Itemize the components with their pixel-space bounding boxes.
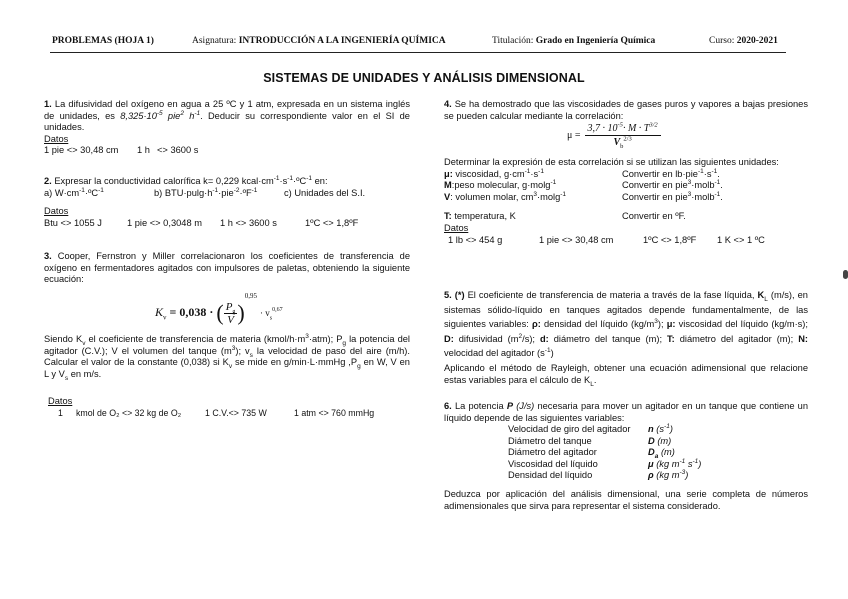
variable-table: Velocidad de giro del agitador n $(s^{-1})$ Diámetro del tanque D (m) Diámetro del agitador $D_a$ (m) Viscosidad del líquido μ (kg $m^{-1}$ $s^{-1}$) Densidad del líquido ρ (kg $m^{-3}$) [508, 422, 702, 481]
problem-4: 4. Se ha demostrado que las viscosidades de gases puros y vapores a bajas presiones se pueden calcular mediante la correlación: [444, 99, 808, 121]
problem-3: 3. Cooper, Fernstron y Miller correlacionaron los coeficientes de transferencia de oxígeno en fermentadores agitados con impulsores de paletas, obteniendo la siguiente ecuación: [44, 251, 410, 285]
formula-viscosity: μ = $3,7 \cdot 10^{-5}\cdot M \cdot T^{3/2}$ $V_b^{2/3}$ [567, 122, 661, 149]
problem-6-tail: Deduzca por aplicación del análisis dimensional, una serie completa de números adimensionales que sirva para representar el sistema considerado. [444, 489, 808, 511]
page-title: SISTEMAS DE UNIDADES Y ANÁLISIS DIMENSIONAL [263, 71, 585, 85]
problem-3-data: Datos 1 kmol de O₂ <> 32 kg de O₂ 1 C.V.<> 735 W 1 atm <> 760 mmHg [48, 396, 375, 418]
header-subject: Asignatura: INTRODUCCIÓN A LA INGENIERÍA QUÍMICA [192, 36, 446, 46]
problem-6: 6. La potencia P (J/s) necesaria para mover un agitador en un tanque que contiene un líquido depende de las siguientes variables: [444, 401, 809, 423]
header-divider [50, 52, 786, 53]
header-sheet: PROBLEMAS (HOJA 1) [52, 36, 154, 46]
problem-4-body: Determinar la expresión de esta correlación si se utilizan las siguientes unidades: μ: viscosidad, $g\cdot cm^{-1}\cdot s^{-1}$ Convertir en $lb\cdot pie^{-1}\cdot s^{-1}$. M:peso molecular, g·molg$^{-1}$ Convertir en pie$^3$·molb$^{-1}$. V: volumen molar, $cm^3\cdot molg^{-1}$ Convertir en pie$^3$·molb$^{-1}$. T: temperatura, K Convertir en ºF. Datos 1 lb <> 454 g 1 pie <> 30,48 cm 1ºC <> 1,8ºF 1 K <> 1 ºC [444, 157, 779, 245]
problem-3-body: Siendo $K_v$ el coeficiente de transferencia de materia $(kmol/h\cdot m^3\cdot atm)$; $P_g$ la potencia del agitador (C.V.); V el volumen del tanque $(m^3)$; $v_s$ la velocidad de paso del aire (m/h). Calcular el valor de la constante (0,038) si $K_v$ se mide en g/min·L·mmHg $,P_g$ en W, V en L y $V_s$ en m/s. [44, 332, 410, 382]
problem-2: 2. Expresar la conductividad calorífica k= 0,229 $kcal\cdot cm^{-1}\cdot s^{-1}\cdot ºC^{-1}$ en: a) $W\cdot cm^{-1}\cdot ºC^{-1}$ b) $BTU\cdot pulg\cdot h^{-1}\cdot pie^{-2}\cdot ºF^{-1}$ c) Unidades del S.I. Datos Btu <> 1055 J 1 pie <> 0,3048 m 1 h <> 3600 s 1ºC <> 1,8ºF [44, 174, 366, 228]
problem-1: 1. La difusividad del oxígeno en agua a 25 ºC y 1 atm, expresada en un sistema inglés de unidades, es $8,325\cdot 10^{-5}$ pie$^2$ $h^{-1}$. Deducir su correspondiente valor en el SI de unidades. Datos 1 pie <> 30,48 cm 1 h <> 3600 s [44, 99, 410, 156]
formula-kv: $K_v = 0,038$ · ( $\frac{P_g}{V})^{0,95} \cdot v_s^{0,67}$ [155, 292, 283, 326]
problem-5: 5. (*) El coeficiente de transferencia de materia a través de la fase líquida, $K_L$ (m/s), en sistemas sólido-líquido en tanques agitados depende fundamentalmente, de las siguientes variables: ρ: densidad del líquido $(kg/m^3)$; μ: viscosidad del líquido (kg/m·s); D: difusividad $(m^2/s)$; d: diámetro del tanque (m); T: diámetro del agitador (m); N: velocidad del agitador $(s^{-1})$ Aplicando el método de Rayleigh, obtener una ecuación adimensional que relacione estas variables para el cálculo de $K_L$. [444, 290, 809, 388]
edge-mark [843, 270, 848, 279]
header-degree: Titulación: Grado en Ingeniería Química [492, 36, 656, 46]
header-course: Curso: 2020-2021 [709, 36, 778, 46]
